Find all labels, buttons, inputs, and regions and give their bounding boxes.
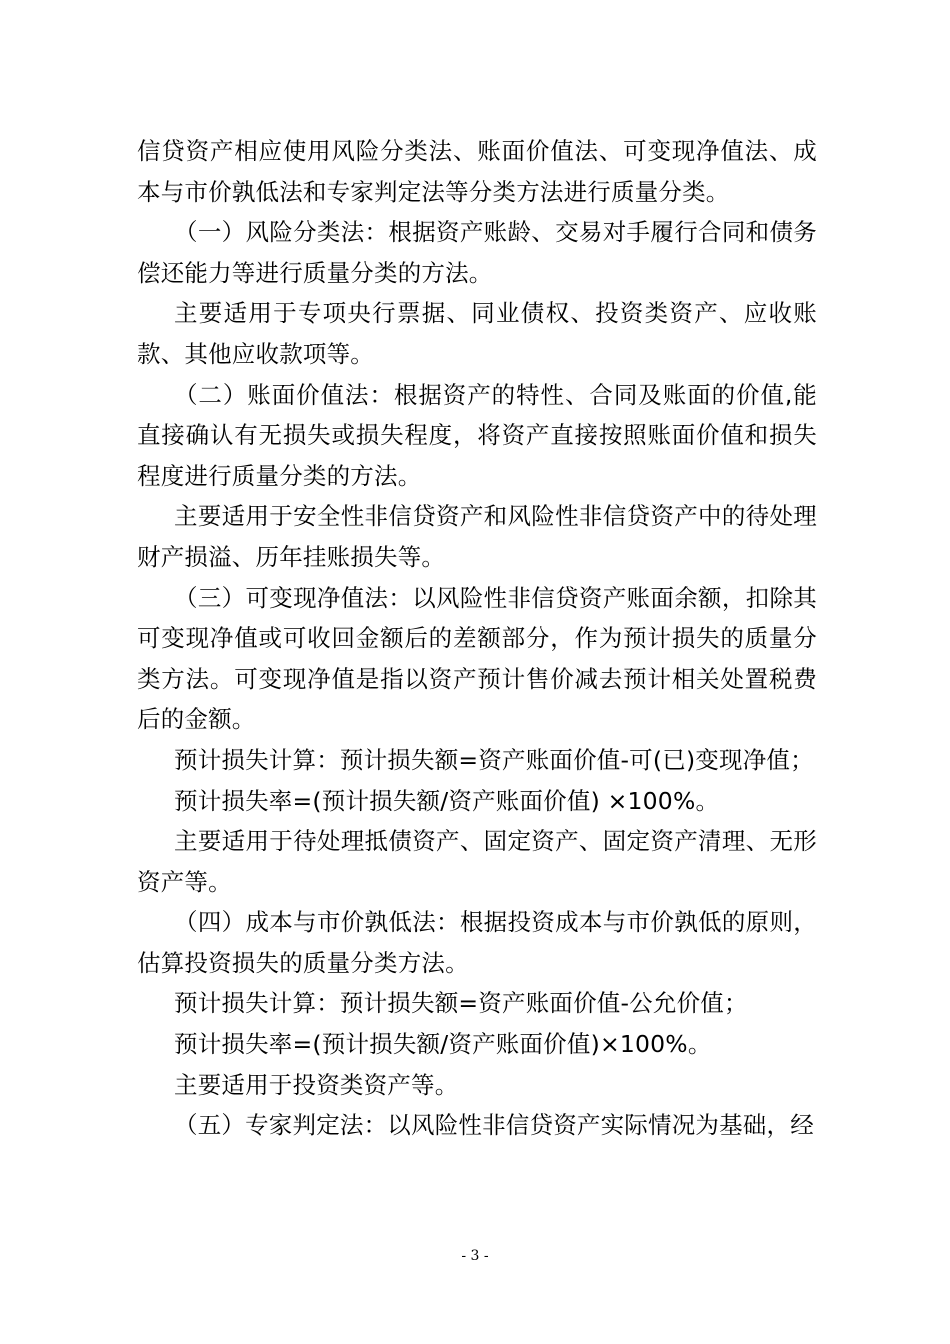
paragraph-classification-intro: 信贷资产相应使用风险分类法、账面价值法、可变现净值法、成本与市价孰低法和专家判定法等分类方法进行质量分类。 [137,137,817,206]
paragraph-loss-amount-formula: 预计损失计算：预计损失额=资产账面价值-可(已)变现净值； [174,745,814,774]
paragraph-lower-of-cost-scope: 主要适用于投资类资产等。 [174,1070,459,1099]
paragraph-fair-value-loss-formula: 预计损失计算：预计损失额=资产账面价值-公允价值； [174,989,748,1018]
paragraph-lower-of-cost-method: （四）成本与市价孰低法：根据投资成本与市价孰低的原则，估算投资损失的质量分类方法。 [137,908,817,977]
paragraph-loss-rate-formula: 预计损失率=(预计损失额/资产账面价值) ×100%。 [174,786,720,815]
paragraph-book-value-scope: 主要适用于安全性非信贷资产和风险性非信贷资产中的待处理财产损溢、历年挂账损失等。 [137,502,817,571]
page-number: - 3 - [461,1248,489,1264]
paragraph-book-value-method: （二）账面价值法：根据资产的特性、合同及账面的价值,能直接确认有无损失或损失程度，将资产直接按照账面价值和损失程度进行质量分类的方法。 [137,380,817,490]
paragraph-expert-judgment-method: （五）专家判定法：以风险性非信贷资产实际情况为基础，经 [174,1111,814,1140]
paragraph-net-realizable-scope: 主要适用于待处理抵债资产、固定资产、固定资产清理、无形资产等。 [137,827,817,896]
paragraph-net-realizable-value-method: （三）可变现净值法：以风险性非信贷资产账面余额，扣除其可变现净值或可收回金额后的差额部分，作为预计损失的质量分类方法。可变现净值是指以资产预计售价减去预计相关处置税费后的金额。 [137,583,817,734]
paragraph-fair-value-loss-rate-formula: 预计损失率=(预计损失额/资产账面价值)×100%。 [174,1030,712,1059]
paragraph-risk-classification-scope: 主要适用于专项央行票据、同业债权、投资类资产、应收账款、其他应收款项等。 [137,299,817,368]
document-body [137,131,817,1146]
paragraph-risk-classification: （一）风险分类法：根据资产账龄、交易对手履行合同和债务偿还能力等进行质量分类的方法。 [137,218,817,287]
